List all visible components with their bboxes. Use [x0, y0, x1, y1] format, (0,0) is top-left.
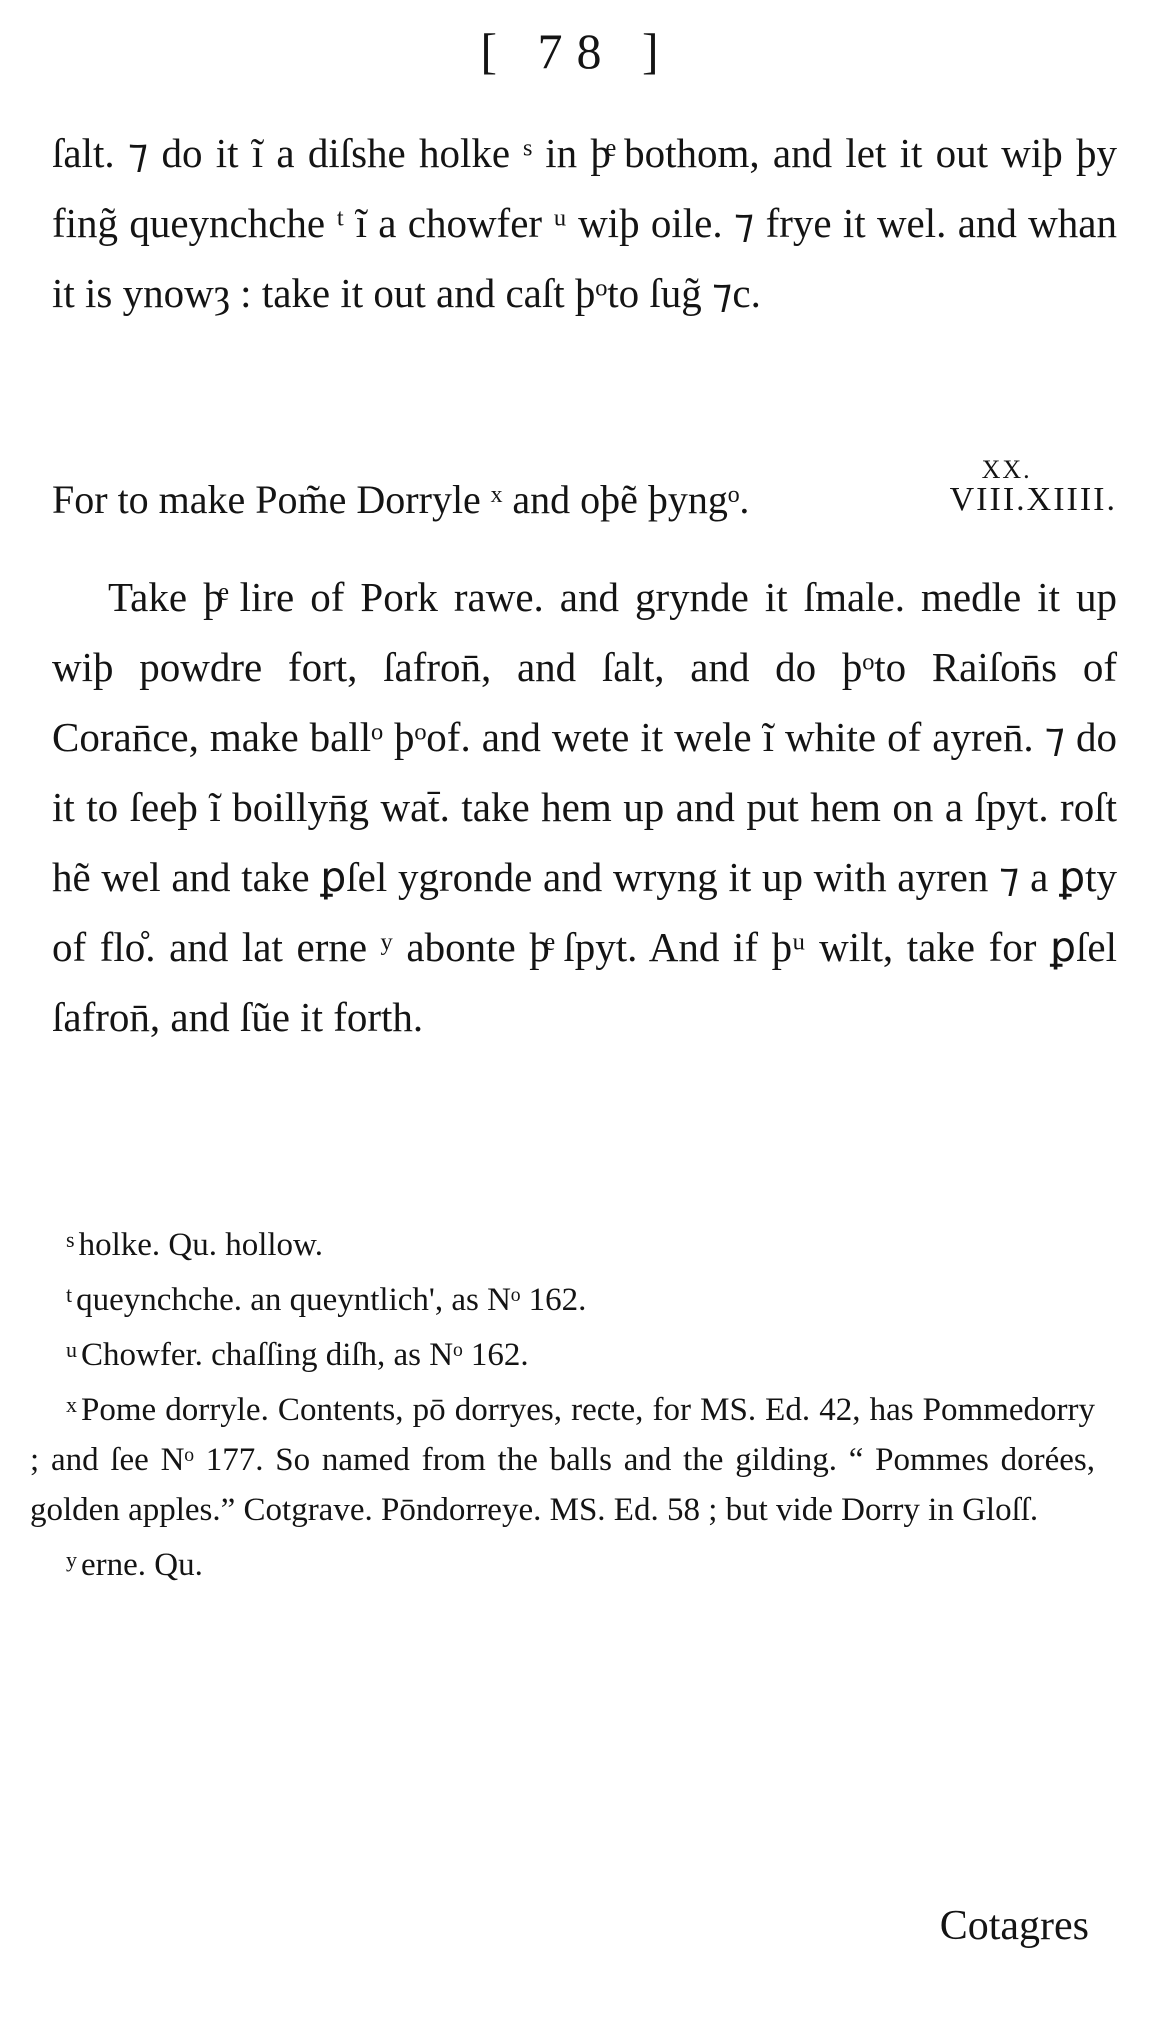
footnote-mark: s: [66, 1227, 75, 1252]
footnote-mark: u: [66, 1337, 77, 1362]
recipe-heading: [52, 455, 1117, 530]
footnote-mark: t: [66, 1282, 73, 1307]
page-number: [ 78 ]: [480, 23, 673, 79]
footnote-text: Pome dorryle. Contents, pō dorryes, recte, for MS. Ed. 42, has Pommedorry ; and ſee Nᵒ 177. So named from the balls and the gilding. “ Pommes dorées, golden apples.” Cotgrave. Pōndorreye. MS. Ed. 58 ; but vide Dorry in Gloſſ.: [30, 1392, 1095, 1528]
footnote: [30, 1325, 1095, 1380]
recipe-text: Take þͤ lire of Pork rawe. and grynde it ſmale. medle it up wiþ powdre fort, ſafron̄, and ſalt, and do þᵒto Raiſon̄s of Coran̄ce, make ballᵒ þᵒof. and wete it wele ĩ white of ayren̄. ⁊ do it to ſeeþ ĩ boillyn̄g wat̄. take hem up and put hem on a ſpyt. roſt hẽ wel and take ꝑſel ygronde and wryng it up with ayren ⁊ a ꝑty of flo̊. and lat erne ʸ abonte þͤ ſpyt. And if þᵘ wilt, take for ꝑſel ſafron̄, and ſũe it forth.: [52, 574, 1117, 1040]
footnote-mark: y: [66, 1547, 77, 1572]
paragraph-text: ſalt. ⁊ do it ĩ a diſshe holke ˢ in þͤ bothom, and let it out wiþ þy fing̃ queynchche ᵗ ĩ a chowfer ᵘ wiþ oile. ⁊ frye it wel. and whan it is ynowȝ : take it out and caſt þᵒto ſug̃ ⁊c.: [52, 130, 1117, 316]
footnote-text: erne. Qu.: [81, 1547, 203, 1583]
footnote-text: holke. Qu. hollow.: [78, 1227, 323, 1263]
footnote-text: Chowfer. chaſſing diſh, as Nᵒ 162.: [81, 1337, 529, 1373]
footnote: [30, 1380, 1095, 1535]
footnote: [30, 1270, 1095, 1325]
footnotes: [30, 1215, 1095, 1590]
footnote: [30, 1215, 1095, 1270]
footnote-mark: x: [66, 1392, 77, 1417]
catchword: Cotagres: [939, 1903, 1089, 1949]
recipe-title: For to make Pom̃e Dorryle ˣ and oþẽ þyngᵒ.: [52, 477, 750, 522]
footnote-text: queynchche. an queyntlich', as Nᵒ 162.: [76, 1282, 587, 1318]
footnote: [30, 1535, 1095, 1590]
recipe-numeral-superscript: XX.: [981, 455, 1032, 484]
recipe-numeral-main: VIII.XIIII.: [949, 481, 1117, 518]
recipe-numeral: [949, 455, 1117, 530]
